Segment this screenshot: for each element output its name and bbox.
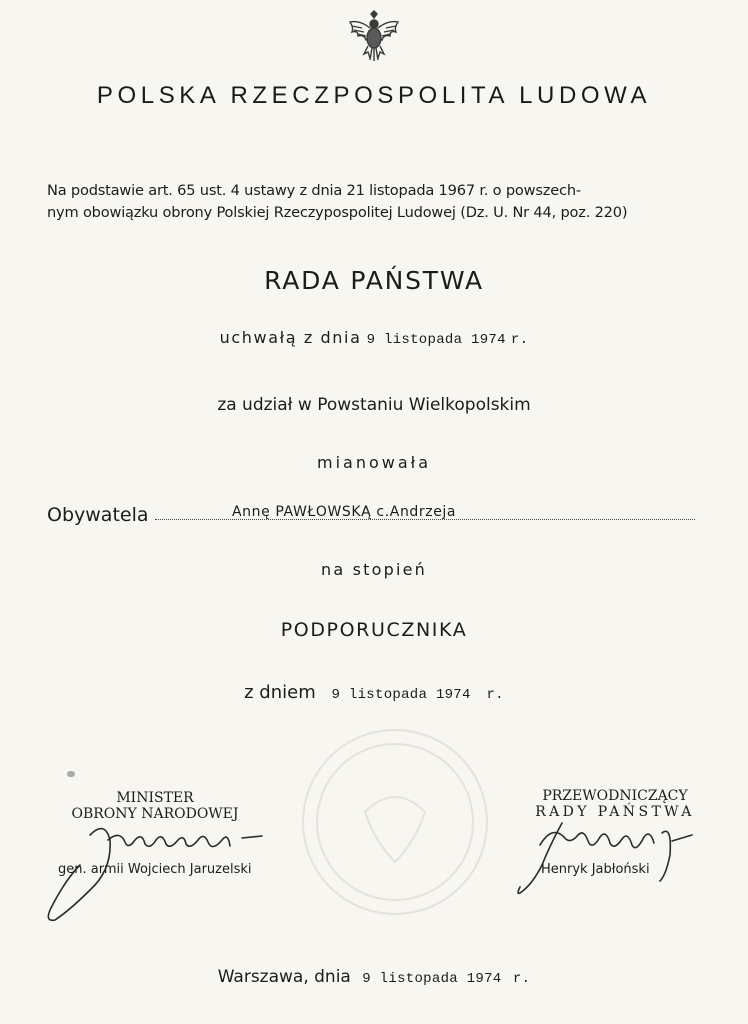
resolution-label: uchwałą z dnia [219,328,362,347]
appointed-text: mianowała [316,453,431,472]
chairman-title-line-1: PRZEWODNICZĄCY [542,788,688,804]
legal-basis-line-2: nym obowiązku obrony Polskiej Rzeczypospolitej Ludowej (Dz. U. Nr 44, poz. 220) [47,204,628,221]
rank-intro: na stopień [320,560,427,579]
effective-suffix: r. [486,687,504,703]
page-title: POLSKA RZECZPOSPOLITA LUDOWA [96,82,652,109]
minister-handwritten-signature [30,810,300,930]
ink-speck [67,771,75,777]
chairman-title-line-2: RADY PAŃSTWA [535,804,695,820]
minister-title-line-2: OBRONY NARODOWEJ [71,806,239,822]
place-and-date [0,967,748,987]
minister-title-line-1: MINISTER [116,790,194,806]
effective-label: z dniem [244,682,316,703]
rank-title: PODPORUCZNIKA [280,619,468,641]
issuing-body: RADA PAŃSTWA [264,266,484,295]
minister-name: gen. armii Wojciech Jaruzelski [58,862,252,877]
resolution-date: 9 listopada 1974 [366,332,506,348]
embossed-seal-icon [295,722,495,922]
polish-eagle-emblem-icon [346,10,402,62]
effective-date-line [0,682,748,703]
chairman-handwritten-signature [512,815,712,905]
citizen-name: Annę PAWŁOWSKĄ c.Andrzeja [232,504,457,520]
resolution-line [0,328,748,348]
effective-date: 9 listopada 1974 [331,687,471,703]
citizen-label: Obywatela [47,504,149,526]
legal-basis-text [47,180,707,224]
award-reason: za udział w Powstaniu Wielkopolskim [217,395,531,415]
issue-date-suffix: r. [512,971,531,987]
issue-date: 9 listopada 1974 [362,971,502,987]
place-label: Warszawa, dnia [217,967,351,987]
legal-basis-line-1: Na podstawie art. 65 ust. 4 ustawy z dnia 21 listopada 1967 r. o powszech- [47,182,581,199]
resolution-suffix: r. [510,332,529,348]
chairman-name: Henryk Jabłoński [541,862,650,877]
